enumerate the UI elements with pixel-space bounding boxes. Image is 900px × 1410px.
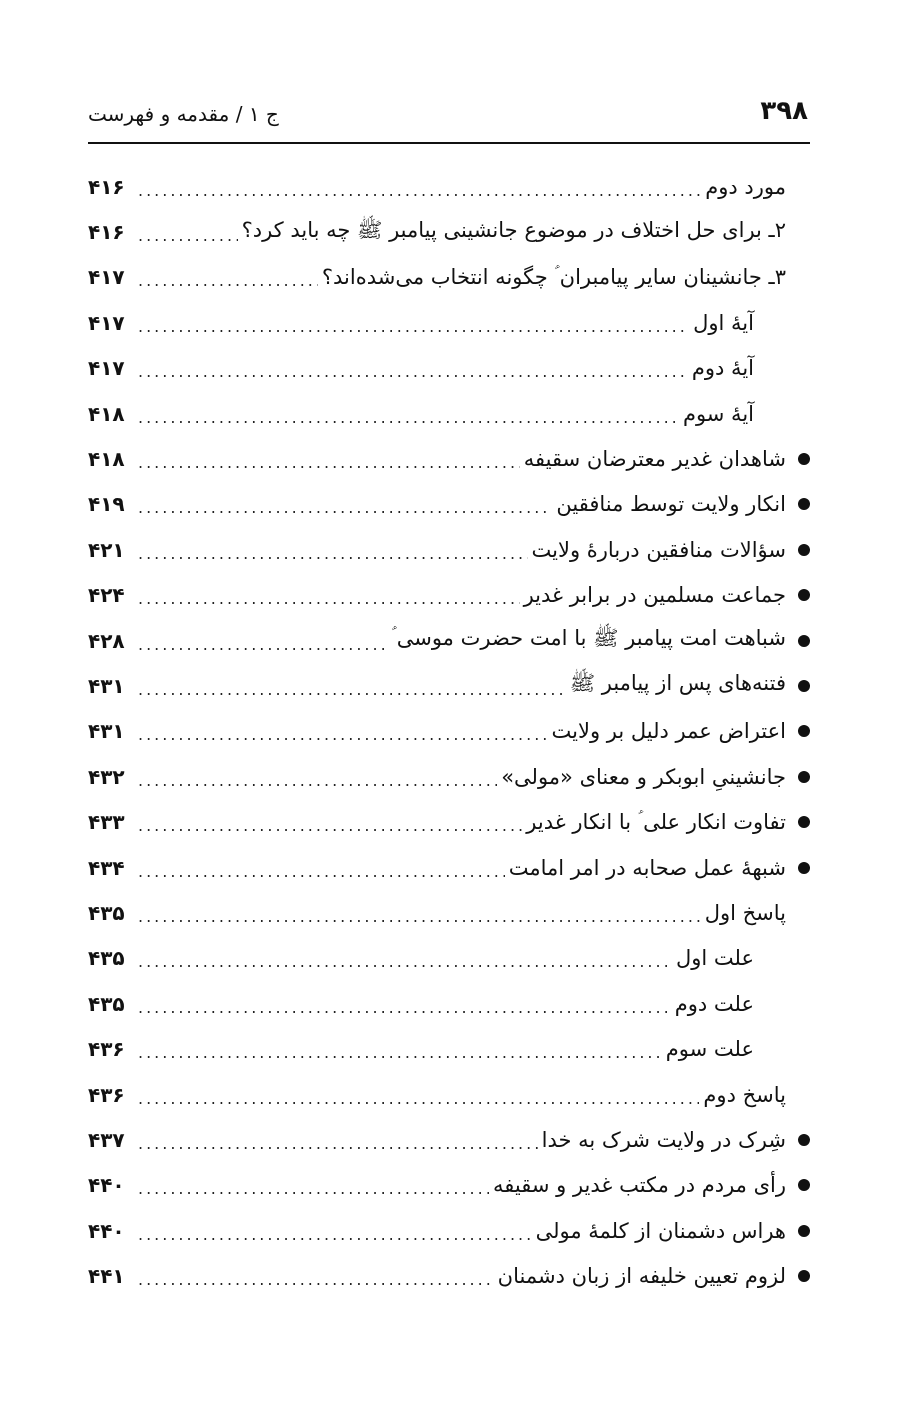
running-title: ج ۱ / مقدمه و فهرست [88, 102, 279, 126]
toc-entry-title: شباهت امت پیامبر ﷺ با امت حضرت موسی ؑ [391, 626, 786, 651]
toc-entry [88, 663, 810, 708]
toc-entry-title: مورد دوم [705, 174, 786, 199]
toc-entry [88, 1208, 810, 1253]
dot-leader [138, 674, 566, 698]
bullet-icon [798, 498, 810, 510]
toc-entry-title: سؤالات منافقین دربارهٔ ولایت [531, 537, 786, 562]
bullet-icon [798, 1134, 810, 1146]
toc-entry [88, 1026, 810, 1071]
bullet-icon [798, 1270, 810, 1282]
dot-leader [138, 629, 387, 653]
dot-leader [138, 311, 689, 335]
bullet-icon [798, 1225, 810, 1237]
toc-entry [88, 346, 810, 391]
header-divider [88, 142, 810, 144]
dot-leader [138, 492, 552, 516]
toc-entry-title: شبههٔ عمل صحابه در امر امامت [508, 855, 786, 880]
toc-entry-page-number: ۴۲۸ [88, 628, 125, 653]
toc-entry [88, 482, 810, 527]
toc-entry [88, 845, 810, 890]
bullet-icon [798, 816, 810, 828]
dot-leader [138, 992, 671, 1016]
bullet-icon [798, 771, 810, 783]
toc-entry [88, 1117, 810, 1162]
toc-entry-page-number: ۴۴۰ [88, 1218, 125, 1243]
toc-entry-title: جماعت مسلمین در برابر غدیر [523, 583, 786, 608]
dot-leader [138, 1219, 532, 1243]
dot-leader [138, 1173, 489, 1197]
toc-entry [88, 754, 810, 799]
dot-leader [138, 538, 528, 562]
toc-entry-title: پاسخ اول [704, 900, 786, 925]
toc-entry-title: علت سوم [665, 1037, 754, 1062]
toc-entry [88, 436, 810, 481]
dot-leader [138, 220, 238, 244]
toc-entry-page-number: ۴۱۷ [88, 310, 125, 335]
toc-entry-title: شاهدان غدیر معترضان سقیفه [523, 447, 786, 472]
dot-leader [138, 719, 548, 743]
toc-entry-page-number: ۴۳۵ [88, 991, 125, 1016]
toc-entry [88, 1163, 810, 1208]
dot-leader [138, 1083, 699, 1107]
toc-entry-title: ۲ـ برای حل اختلاف در موضوع جانشینی پیامبر ﷺ چه باید کرد؟ [241, 217, 786, 242]
toc-entry-title: آیهٔ دوم [691, 356, 754, 381]
bullet-icon [798, 635, 810, 647]
toc-entry [88, 709, 810, 754]
bullet-icon [798, 725, 810, 737]
toc-entry-page-number: ۴۳۵ [88, 900, 125, 925]
dot-leader [138, 946, 672, 970]
toc-entry-page-number: ۴۱۶ [88, 220, 125, 245]
toc-entry [88, 573, 810, 618]
dot-leader [138, 810, 522, 834]
bullet-icon [798, 680, 810, 692]
toc-entry-title: هراس دشمنان از کلمهٔ مولی [535, 1218, 786, 1243]
dot-leader [138, 356, 688, 380]
bullet-icon [798, 1179, 810, 1191]
dot-leader [138, 901, 701, 925]
toc-entry-title: شِرک در ولایت شرک به خدا [541, 1127, 786, 1152]
dot-leader [138, 583, 520, 607]
toc-entry-page-number: ۴۳۶ [88, 1037, 125, 1062]
toc-entry-title: تفاوت انکار علی ؑ با انکار غدیر [526, 809, 786, 834]
toc-entry-page-number: ۴۳۷ [88, 1127, 125, 1152]
toc-entry-title: انکار ولایت توسط منافقین [556, 492, 786, 517]
toc-entry-page-number: ۴۳۶ [88, 1082, 125, 1107]
toc-entry [88, 799, 810, 844]
toc-entry-page-number: ۴۴۰ [88, 1173, 125, 1198]
toc-entry-page-number: ۴۳۱ [88, 719, 125, 744]
toc-entry-title: علت اول [675, 946, 754, 971]
page-header [88, 96, 808, 136]
toc-entry-title: اعتراض عمر دلیل بر ولایت [551, 719, 786, 744]
toc-entry-title: پاسخ دوم [703, 1082, 786, 1107]
dot-leader [138, 856, 505, 880]
dot-leader [138, 265, 318, 289]
dot-leader [138, 402, 679, 426]
toc-entry-page-number: ۴۳۴ [88, 855, 125, 880]
toc-entry-title: جانشینیِ ابوبکر و معنای «مولی» [501, 764, 786, 789]
toc-entry-title: رأی مردم در مکتب غدیر و سقیفه [493, 1173, 786, 1198]
toc-entry [88, 981, 810, 1026]
toc-entry [88, 391, 810, 436]
toc-entry-page-number: ۴۲۱ [88, 537, 125, 562]
toc-entry-page-number: ۴۴۱ [88, 1264, 125, 1289]
dot-leader [138, 1128, 538, 1152]
page-number: ۳۹۸ [760, 96, 808, 126]
dot-leader [138, 175, 701, 199]
bullet-icon [798, 862, 810, 874]
toc-entry-page-number: ۴۱۸ [88, 447, 125, 472]
dot-leader [138, 1264, 494, 1288]
toc-entry [88, 890, 810, 935]
toc-entry-title: علت دوم [674, 991, 754, 1016]
toc-entry-page-number: ۴۱۹ [88, 492, 125, 517]
bullet-icon [798, 544, 810, 556]
toc-entry [88, 1253, 810, 1298]
toc-entry-page-number: ۴۳۲ [88, 764, 125, 789]
toc-entry-page-number: ۴۳۵ [88, 946, 125, 971]
toc-entry-page-number: ۴۳۱ [88, 673, 125, 698]
toc-entry [88, 618, 810, 663]
toc-entry-page-number: ۴۳۳ [88, 810, 125, 835]
table-of-contents [88, 164, 810, 1299]
toc-entry [88, 209, 810, 254]
toc-entry [88, 255, 810, 300]
toc-entry-page-number: ۴۱۸ [88, 401, 125, 426]
toc-entry-page-number: ۴۱۷ [88, 356, 125, 381]
toc-entry [88, 300, 810, 345]
dot-leader [138, 447, 520, 471]
toc-entry [88, 527, 810, 572]
dot-leader [138, 1037, 662, 1061]
toc-entry-title: لزوم تعیین خلیفه از زبان دشمنان [497, 1264, 786, 1289]
toc-entry-title: آیهٔ سوم [682, 401, 754, 426]
dot-leader [138, 765, 497, 789]
bullet-icon [798, 453, 810, 465]
toc-entry [88, 936, 810, 981]
bullet-icon [798, 589, 810, 601]
toc-entry [88, 1072, 810, 1117]
toc-entry-page-number: ۴۱۷ [88, 265, 125, 290]
toc-entry-title: فتنه‌های پس از پیامبر ﷺ [569, 671, 786, 696]
toc-entry-title: ۳ـ جانشینان سایر پیامبران ؑ چگونه انتخاب می‌شده‌اند؟ [321, 264, 786, 289]
toc-entry-page-number: ۴۲۴ [88, 583, 125, 608]
toc-entry-page-number: ۴۱۶ [88, 174, 125, 199]
toc-entry-title: آیهٔ اول [693, 310, 754, 335]
toc-entry [88, 164, 810, 209]
